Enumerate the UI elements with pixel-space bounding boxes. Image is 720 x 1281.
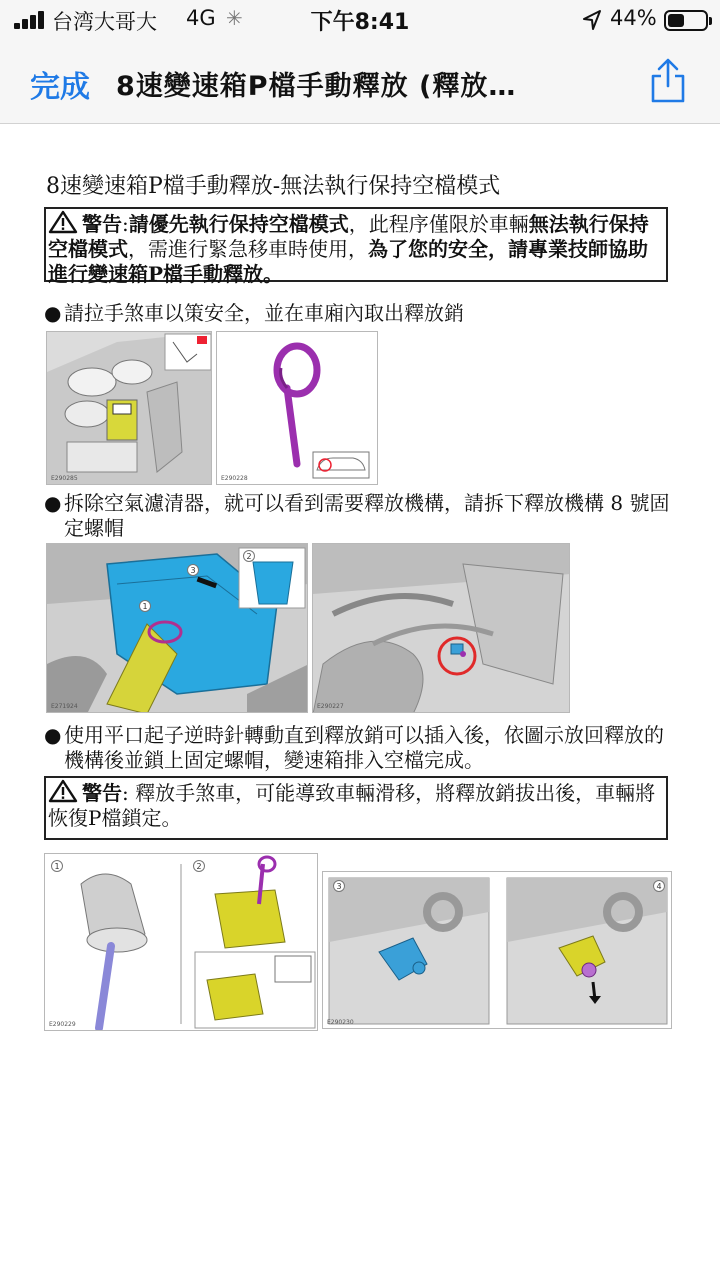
document-title: 8速變速箱P檔手動釋放 (釋放… [116, 71, 517, 102]
carrier-name: 台湾大哥大 [52, 10, 157, 34]
step-number: 4 [653, 880, 665, 892]
activity-spinner-icon: ✳ [226, 6, 243, 30]
figure-code: E271924 [51, 703, 78, 710]
figure-code: E290229 [49, 1021, 76, 1028]
figure-code: E290227 [317, 703, 344, 710]
figure-code: E290230 [327, 1019, 354, 1026]
figure-release-pin [216, 331, 378, 485]
figure-steps-3-4 [322, 871, 672, 1029]
figure-release-mechanism-location [312, 543, 570, 713]
location-arrow-icon [582, 9, 602, 31]
warning-bold-text: 請優先執行保持空檔模式 [128, 212, 349, 236]
warning-text: ，此程序僅限於車輛 [348, 212, 529, 236]
warning-triangle-icon [48, 210, 78, 234]
share-icon[interactable] [648, 56, 688, 104]
figure-code: E290228 [221, 475, 248, 482]
step-number: 1 [51, 860, 63, 872]
warning-bold-text: 無法執行保持空檔模式 [48, 212, 649, 261]
instruction-bullet: ● 使用平口起子逆時針轉動直到釋放銷可以插入後，依圖示放回釋放的機構後並鎖上固定螺帽，變速箱排入空檔完成。 [44, 723, 680, 773]
warning-box-safety [44, 207, 668, 286]
warning-text: 釋放手煞車，可能導致車輛滑移，將釋放銷拔出後，車輛將恢復P檔鎖定。 [48, 781, 656, 830]
step-number: 2 [193, 860, 205, 872]
warning-label: 警告 [82, 212, 122, 236]
warning-text: ，需進行緊急移車時使用， [128, 237, 368, 261]
warning-triangle-icon [48, 779, 78, 803]
figure-console-pin-storage [46, 331, 212, 485]
instruction-bullet: ● 請拉手煞車以策安全，並在車廂內取出釋放銷 [44, 301, 674, 326]
doc-heading: 8速變速箱P檔手動釋放-無法執行保持空檔模式 [46, 174, 501, 199]
warning-label: 警告 [82, 781, 122, 805]
callout-number: 1 [139, 600, 151, 612]
bullet-text: 拆除空氣濾清器，就可以看到需要釋放機構，請拆下釋放機構 8 號固定螺帽 [64, 491, 670, 540]
battery-icon [664, 10, 708, 31]
figure-code: E290285 [51, 475, 78, 482]
warning-colon: : [122, 781, 129, 805]
done-button[interactable]: 完成 [30, 70, 90, 105]
bullet-text: 請拉手煞車以策安全，並在車廂內取出釋放銷 [64, 301, 464, 325]
callout-number: 3 [187, 564, 199, 576]
figure-air-filter-box [46, 543, 308, 713]
battery-percent: 44% [610, 6, 657, 30]
document-viewer[interactable] [0, 125, 720, 1281]
navigation-bar [0, 40, 720, 124]
warning-box-parking-brake [44, 776, 668, 840]
bullet-text: 使用平口起子逆時針轉動直到釋放銷可以插入後，依圖示放回釋放的機構後並鎖上固定螺帽，變速箱排入空檔完成。 [64, 723, 664, 772]
instruction-bullet: ● 拆除空氣濾清器，就可以看到需要釋放機構，請拆下釋放機構 8 號固定螺帽 [44, 491, 674, 541]
callout-number: 2 [243, 550, 255, 562]
status-time: 下午8:41 [310, 10, 410, 35]
warning-bold-text: 為了您的安全，請專業技師協助進行變速箱P檔手動釋放。 [48, 237, 648, 286]
status-bar [0, 0, 720, 40]
warning-colon: : [122, 212, 129, 236]
network-type: 4G [186, 6, 216, 30]
step-number: 3 [333, 880, 345, 892]
figure-steps-1-2 [44, 853, 318, 1031]
